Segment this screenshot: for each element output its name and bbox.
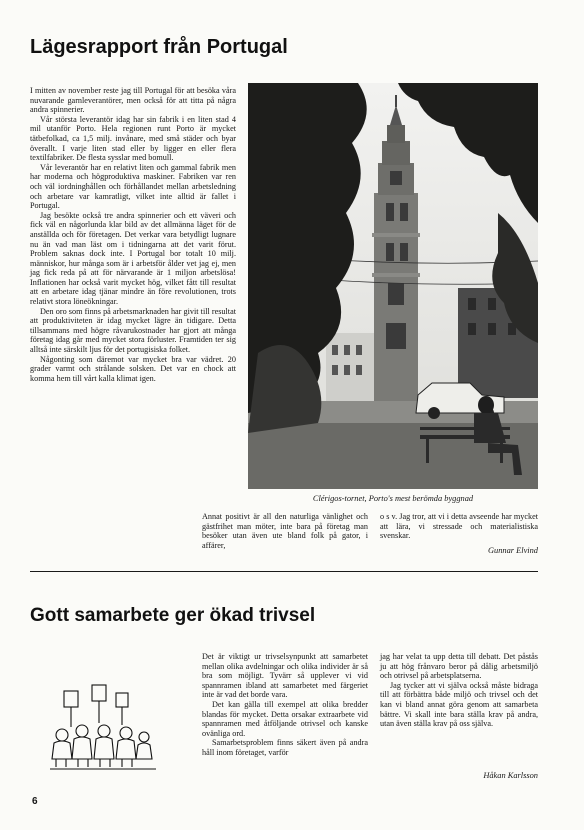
article2-column-1	[202, 652, 368, 758]
author-signature: Gunnar Elvind	[487, 546, 538, 555]
photo-caption: Clérigos-tornet, Porto's mest berömda byggnad	[312, 494, 474, 503]
section-divider	[30, 571, 538, 572]
paragraph: I mitten av november reste jag till Portugal för att besöka våra nuvarande garnleverantörer, men också för att titta på några andra spinnerier.	[30, 86, 236, 115]
paragraph: Jag besökte också tre andra spinnerier och ett väveri och fick väl en någorlunda klar bild av det allmänna läget för de anställda och för företagen. Det verkar vara betydligt lugnare nu än vad man läst om i tidningarna att det varit förut. Problem saknas dock inte. I Portugal bor totalt 10 milj. människor, hur många som är i arbetsför ålder vet jag ej, men jag fick reda på att för närvarande är 1 miljon arbetslösa! Inflationen har också varit mycket hög, vilket fått till resultat att en arbetare idag tjänar mindre än före revolutionen, trots relativt stora löneökningar.	[30, 210, 236, 307]
paragraph: Det är viktigt ur trivselsynpunkt att samarbetet mellan olika avdelningar och olika individer är så bra som möjligt. Tyvärr så upplever vi vid spannramen ibland att samarbetet med färgeriet inte är vad det borde vara.	[202, 652, 368, 700]
cartoon-illustration	[48, 683, 158, 771]
paragraph: Annat positivt är all den naturliga vänlighet och gästfrihet man möter, inte bara på företag man besöker utan även ute bland folk på gator, i affärer,	[202, 512, 368, 550]
article-title: Lägesrapport från Portugal	[30, 36, 288, 58]
tower-photo	[248, 83, 538, 489]
article-column-1	[30, 86, 236, 383]
paragraph: Någonting som däremot var mycket bra var vädret. 20 grader varmt och strålande solsken. Det var en chock att komma hem till vårt kalla klimat igen.	[30, 354, 236, 383]
paragraph: Samarbetsproblem finns säkert även på andra håll inom företaget, varför	[202, 738, 368, 757]
paragraph: Vår största leverantör idag har sin fabrik i en liten stad 4 mil utanför Porto. Hela regionen runt Porto är mycket tätbefolkad, ca 1,5 milj. invånare, med små städer och byar överallt. I varje liten stad eller by ligger en eller flera textilfabriker. De flesta sysslar med bomull.	[30, 114, 236, 163]
article2-column-2	[380, 652, 538, 729]
paragraph: Den oro som finns på arbetsmarknaden har givit till resultat att produktiviteten är idag mycket lägre än tidigare. Detta tillsammans med högre råvarukostnader har gjort att många företag idag går med mycket stora förluster. Framtiden ter sig alltså inte särskilt ljus för det portugisiska folket.	[30, 306, 236, 355]
paragraph: jag har velat ta upp detta till debatt. Det påstås ju att hög frånvaro beror på dålig arbetsmiljö och otrivsel på arbetsplatserna.	[380, 652, 538, 681]
paragraph: Det kan gälla till exempel att olika bredder blandas för mycket. Detta orsakar extraarbete vid spannramen med åtföljande otrivsel och kanske ovänliga ord.	[202, 699, 368, 738]
paragraph: Vår leverantör har en relativt liten och gammal fabrik men har moderna och högproduktiva maskiner. Fabriken var ren och väl iordninghållen och förhållandet mellan arbetsledning och arbetare var kamratligt, vilket inte alltid är fallet i Portugal.	[30, 162, 236, 211]
article-column-2	[202, 512, 368, 550]
article-column-3	[380, 512, 538, 541]
paragraph: o s v. Jag tror, att vi i detta avseende har mycket att lära, vi stressade och materialistiska svenskar.	[380, 512, 538, 541]
page-number: 6	[32, 796, 38, 807]
author-signature-2: Håkan Karlsson	[483, 771, 538, 780]
paragraph: Jag tycker att vi själva också måste bidraga till att förbättra både miljö och trivsel och det kan vi bland annat göra genom att samarbeta bättre. Vi skall inte bara ställa krav på andra, utan även ställa krav på oss själva.	[380, 680, 538, 729]
article-title-2: Gott samarbete ger ökad trivsel	[30, 605, 316, 626]
